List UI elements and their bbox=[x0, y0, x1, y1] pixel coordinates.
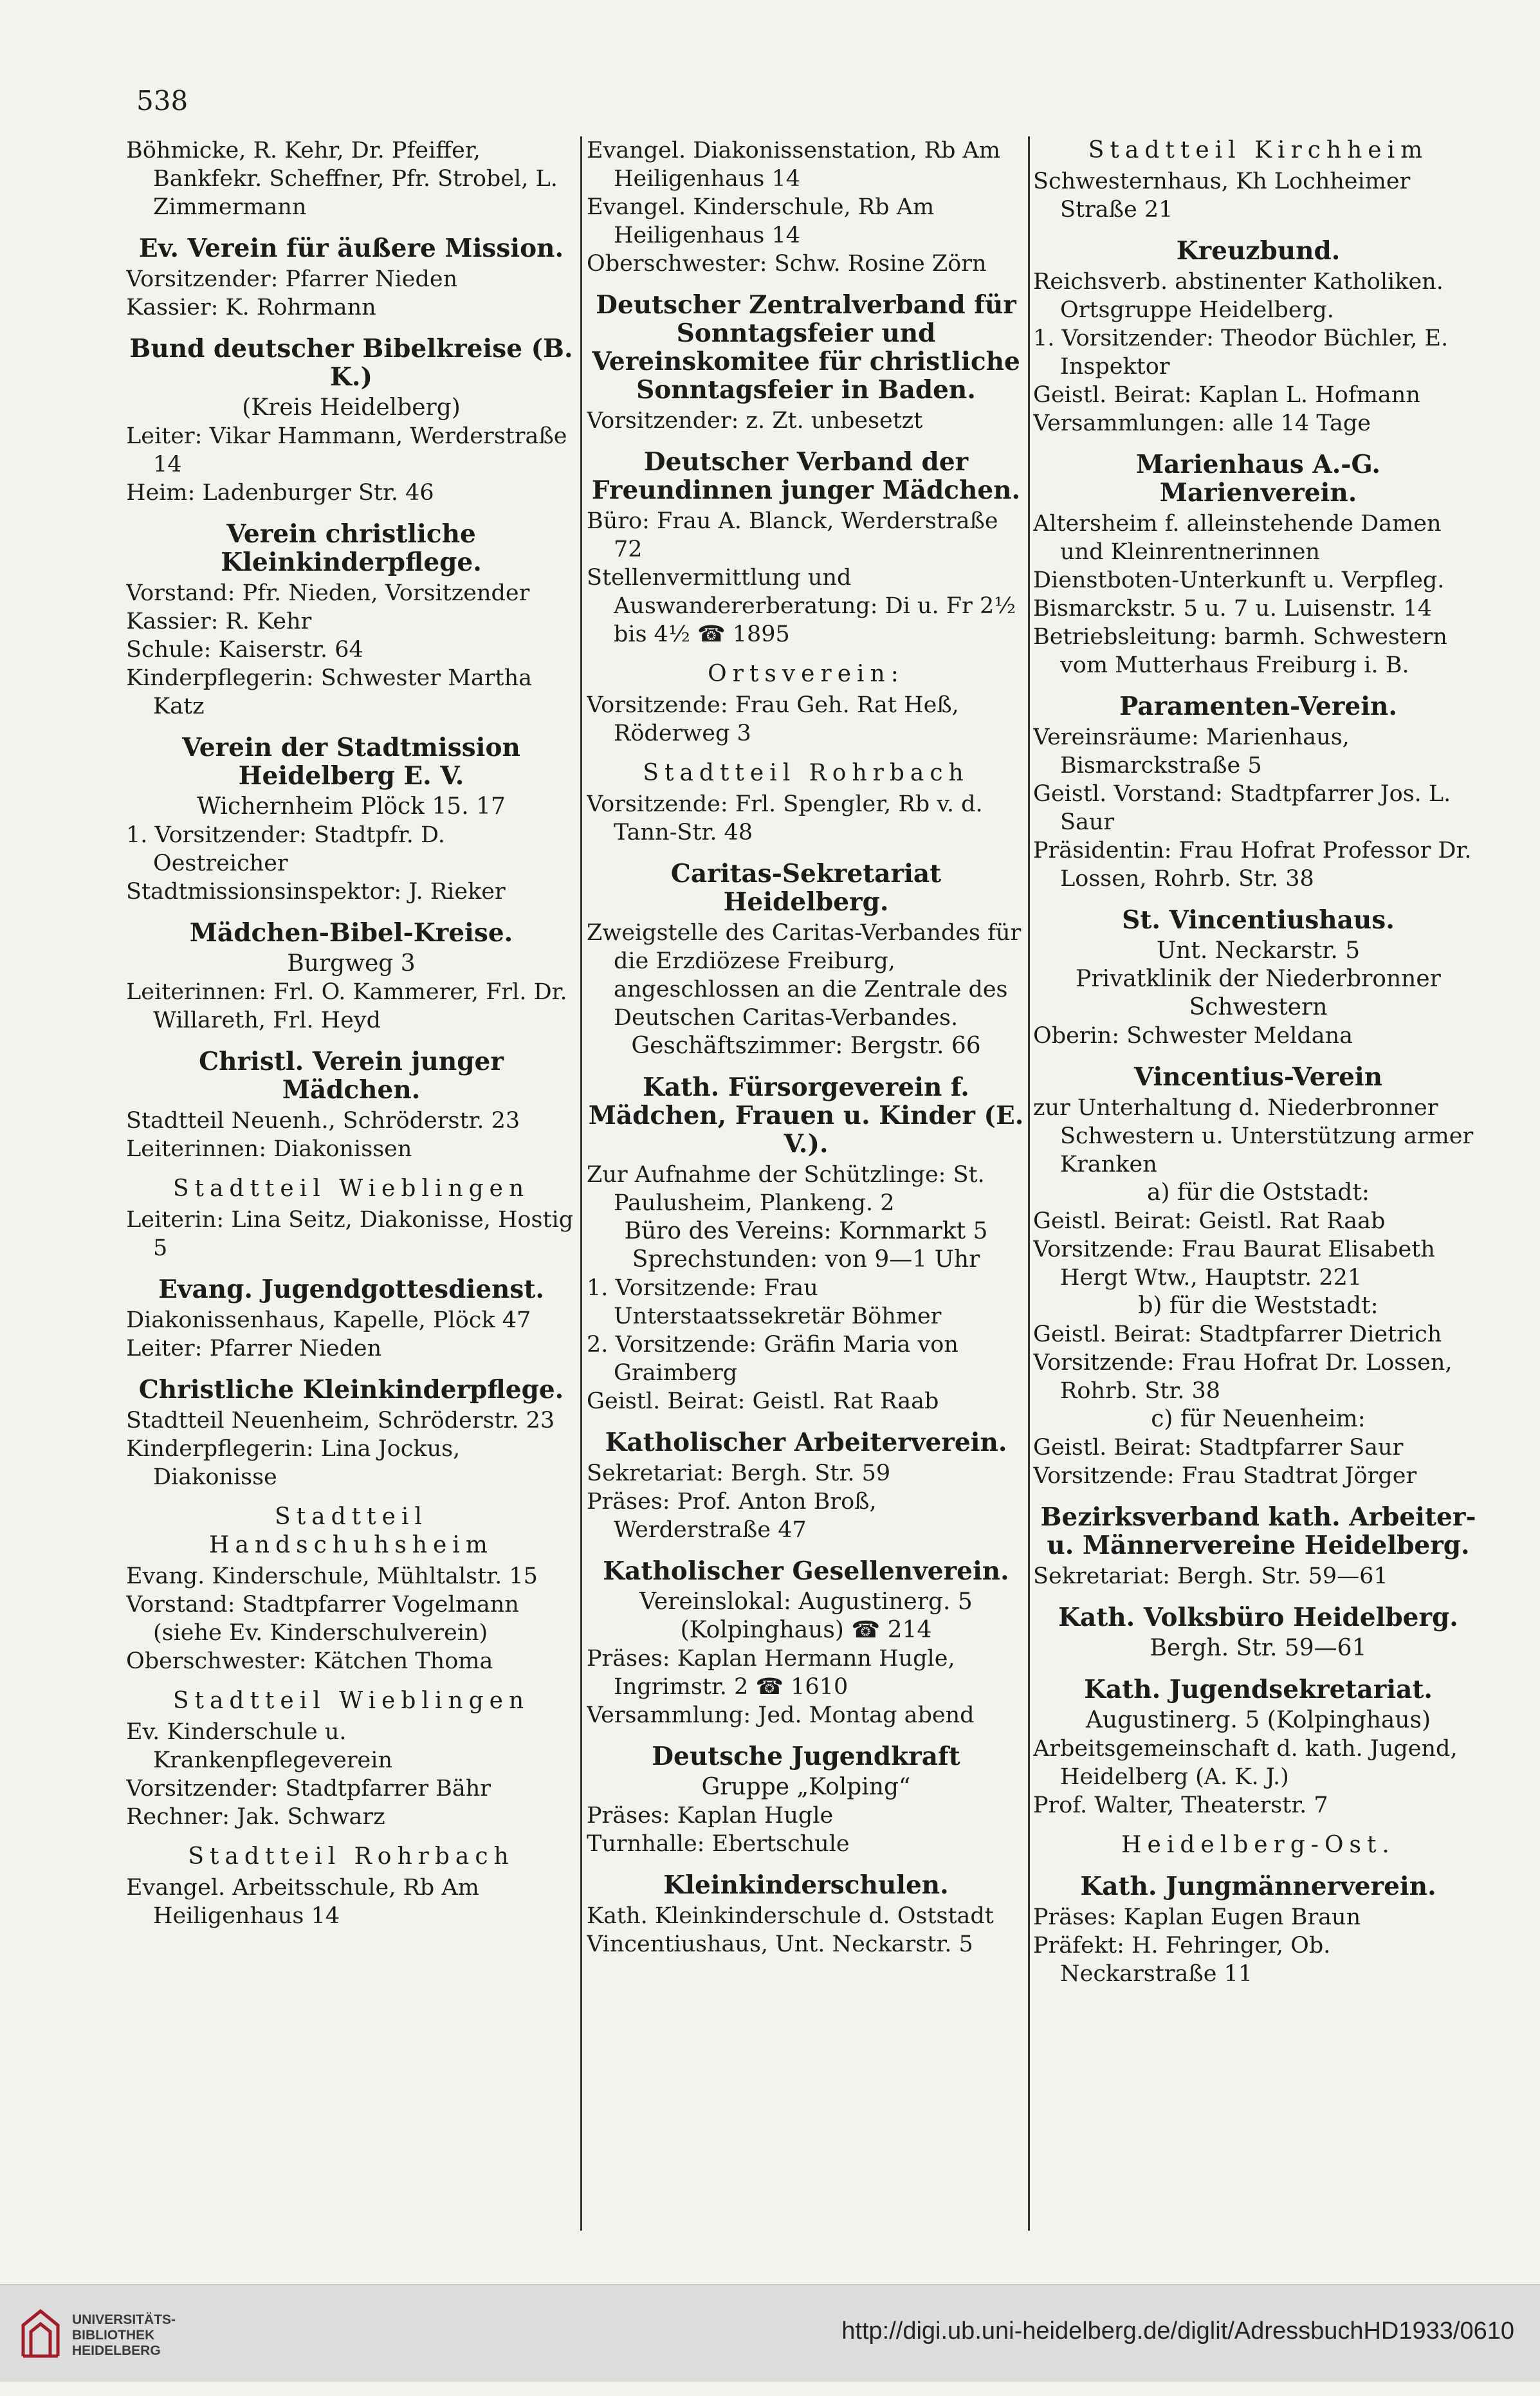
entry-line: Geistl. Beirat: Stadtpfarrer Saur bbox=[1033, 1435, 1404, 1461]
entry-line: Schwesternhaus, Kh Lochheimer Straße 21 bbox=[1033, 169, 1411, 223]
entry-line: Reichsverb. abstinenter Katholiken. Ortsgruppe Heidelberg. bbox=[1033, 269, 1444, 323]
sub-line: Gruppe „Kolping“ bbox=[701, 1774, 911, 1800]
district-heading: Stadtteil Wieblingen bbox=[172, 1688, 530, 1714]
entry-line: Zweigstelle des Caritas-Verbandes für die Erzdiözese Freiburg, angeschlossen an die Zentrale des Deutschen Caritas-Verbandes. bbox=[587, 920, 1022, 1031]
sub-line: Geschäftszimmer: Bergstr. 66 bbox=[631, 1033, 981, 1059]
entry-line: Geistl. Beirat: Geistl. Rat Raab bbox=[1033, 1208, 1386, 1234]
entry-line: Stadtmissionsinspektor: J. Rieker bbox=[126, 879, 506, 905]
entry-line: Diakonissenhaus, Kapelle, Plöck 47 bbox=[126, 1307, 531, 1333]
entry-line: Kassier: R. Kehr bbox=[126, 609, 312, 634]
entry-line: Präses: Kaplan Hugle bbox=[587, 1803, 834, 1829]
sub-line: Wichernheim Plöck 15. 17 bbox=[197, 793, 506, 820]
entry-line: Vorstand: Pfr. Nieden, Vorsitzender bbox=[126, 580, 530, 606]
sub-line: a) für die Oststadt: bbox=[1147, 1179, 1370, 1206]
entry-line: Stellenvermittlung und Auswandererberatung: Di u. Fr 2½ bis 4½ ☎ 1895 bbox=[587, 565, 1016, 647]
sub-line: Büro des Vereins: Kornmarkt 5 bbox=[624, 1218, 988, 1244]
entry-line: Oberschwester: Schw. Rosine Zörn bbox=[587, 251, 987, 277]
section-heading: Kath. Jungmännerverein. bbox=[1080, 1872, 1436, 1901]
sub-line: Vereinslokal: Augustinerg. 5 bbox=[639, 1589, 973, 1615]
entry-line: Evangel. Arbeitsschule, Rb Am Heiligenhaus 14 bbox=[126, 1875, 479, 1929]
section-heading: Kreuzbund. bbox=[1176, 236, 1341, 266]
entry-line: zur Unterhaltung d. Niederbronner Schwestern u. Unterstützung armer Kranken bbox=[1033, 1095, 1474, 1177]
entry-line: Vorsitzende: Frl. Spengler, Rb v. d. Tann-Str. 48 bbox=[587, 791, 983, 845]
entry-line: Evangel. Diakonissenstation, Rb Am Heiligenhaus 14 bbox=[587, 138, 1000, 192]
sub-line: b) für die Weststadt: bbox=[1138, 1293, 1379, 1319]
section-heading: Kleinkinderschulen. bbox=[663, 1870, 949, 1900]
entry-line: Vincentiushaus, Unt. Neckarstr. 5 bbox=[587, 1931, 973, 1957]
entry-line: Kinderpflegerin: Lina Jockus, Diakonisse bbox=[126, 1436, 461, 1490]
source-url-link[interactable]: http://digi.ub.uni-heidelberg.de/diglit/AdressbuchHD1933/0610 bbox=[841, 2318, 1514, 2345]
library-name: UNIVERSITÄTS- BIBLIOTHEK HEIDELBERG bbox=[72, 2312, 176, 2358]
district-heading: Stadtteil Rohrbach bbox=[188, 1843, 515, 1870]
entry-line: Kath. Kleinkinderschule d. Oststadt bbox=[587, 1903, 994, 1929]
entry-line: Präsidentin: Frau Hofrat Professor Dr. Lossen, Rohrb. Str. 38 bbox=[1033, 838, 1472, 892]
sub-line: Bergh. Str. 59—61 bbox=[1150, 1635, 1367, 1661]
entry-line: Vorsitzende: Frau Baurat Elisabeth Hergt Wtw., Hauptstr. 221 bbox=[1033, 1237, 1435, 1291]
section-heading: Christliche Kleinkinderpflege. bbox=[138, 1375, 564, 1405]
section-heading: Christl. Verein junger Mädchen. bbox=[199, 1047, 504, 1105]
section-heading: Katholischer Arbeiterverein. bbox=[605, 1428, 1007, 1457]
entry-line: Vorsitzende: Frau Geh. Rat Heß, Röderweg 3 bbox=[587, 692, 959, 746]
entry-line: Oberin: Schwester Meldana bbox=[1033, 1023, 1353, 1049]
district-heading: Stadtteil Wieblingen bbox=[172, 1175, 530, 1202]
section-heading: Katholischer Gesellenverein. bbox=[603, 1556, 1009, 1586]
entry-line: Bismarckstr. 5 u. 7 u. Luisenstr. 14 bbox=[1033, 596, 1432, 622]
section-heading: Deutscher Verband der Freundinnen junger Mädchen. bbox=[591, 447, 1021, 505]
entry-line: Schule: Kaiserstr. 64 bbox=[126, 637, 363, 663]
footer-bar bbox=[0, 2284, 1540, 2382]
entry-line: Vorsitzende: Frau Stadtrat Jörger bbox=[1033, 1463, 1417, 1489]
section-heading: Vincentius-Verein bbox=[1133, 1062, 1383, 1092]
entry-line: Dienstboten-Unterkunft u. Verpfleg. bbox=[1033, 567, 1445, 593]
section-heading: Kath. Jugendsekretariat. bbox=[1084, 1675, 1433, 1704]
entry-line: Vereinsräume: Marienhaus, Bismarckstraße 5 bbox=[1033, 724, 1350, 779]
section-heading: Deutsche Jugendkraft bbox=[652, 1742, 960, 1771]
sub-line: c) für Neuenheim: bbox=[1151, 1406, 1366, 1432]
section-heading: Deutscher Zentralverband für Sonntagsfeier und Vereinskomitee für christliche Sonntagsfeier in Baden. bbox=[592, 290, 1020, 405]
entry-line: Altersheim f. alleinstehende Damen und Kleinrentnerinnen bbox=[1033, 511, 1442, 565]
entry-line: Vorsitzender: z. Zt. unbesetzt bbox=[587, 408, 923, 434]
section-heading: Paramenten-Verein. bbox=[1119, 692, 1397, 721]
page-number: 538 bbox=[136, 85, 188, 116]
entry-line: Betriebsleitung: barmh. Schwestern vom Mutterhaus Freiburg i. B. bbox=[1033, 624, 1447, 678]
entry-line: Arbeitsgemeinschaft d. kath. Jugend, Heidelberg (A. K. J.) bbox=[1033, 1736, 1458, 1790]
sub-line: Unt. Neckarstr. 5 bbox=[1156, 937, 1361, 964]
section-heading: Mädchen-Bibel-Kreise. bbox=[189, 918, 513, 948]
section-heading: Verein christliche Kleinkinderpflege. bbox=[221, 519, 482, 577]
entry-line: Präfekt: H. Fehringer, Ob. Neckarstraße 11 bbox=[1033, 1933, 1331, 1987]
sub-line: Privatklinik der Niederbronner Schwestern bbox=[1076, 966, 1441, 1020]
entry-line: 1. Vorsitzender: Theodor Büchler, E. Inspektor bbox=[1033, 326, 1449, 380]
entry-line: Turnhalle: Ebertschule bbox=[587, 1831, 850, 1857]
entry-line: Büro: Frau A. Blanck, Werderstraße 72 bbox=[587, 508, 998, 562]
entry-line: Geistl. Beirat: Kaplan L. Hofmann bbox=[1033, 382, 1420, 408]
entry-line: Versammlungen: alle 14 Tage bbox=[1033, 410, 1371, 436]
entry-line: Leiterinnen: Diakonissen bbox=[126, 1136, 412, 1162]
column-right bbox=[1033, 136, 1483, 2240]
entry-line: Evangel. Kinderschule, Rb Am Heiligenhaus 14 bbox=[587, 194, 935, 248]
section-heading: Kath. Fürsorgeverein f. Mädchen, Frauen u. Kinder (E. V.). bbox=[588, 1073, 1024, 1159]
entry-line: Präses: Kaplan Eugen Braun bbox=[1033, 1904, 1361, 1930]
sub-line: Augustinerg. 5 (Kolpinghaus) bbox=[1085, 1707, 1431, 1733]
column-divider bbox=[580, 136, 582, 2231]
entry-line: Versammlung: Jed. Montag abend bbox=[587, 1702, 975, 1728]
entry-line: Geistl. Vorstand: Stadtpfarrer Jos. L. Saur bbox=[1033, 781, 1451, 835]
entry-line: Präses: Kaplan Hermann Hugle, Ingrimstr. 2 ☎ 1610 bbox=[587, 1646, 955, 1700]
section-heading: St. Vincentiushaus. bbox=[1122, 905, 1395, 935]
entry-line: Kassier: K. Rohrmann bbox=[126, 295, 376, 320]
entry-line: Rechner: Jak. Schwarz bbox=[126, 1804, 385, 1830]
entry-line: Sekretariat: Bergh. Str. 59 bbox=[587, 1461, 891, 1486]
column-divider bbox=[1028, 136, 1030, 2231]
entry-line: 1. Vorsitzender: Stadtpfr. D. Oestreicher bbox=[126, 822, 445, 876]
entry-line: Vorsitzender: Pfarrer Nieden bbox=[126, 266, 458, 292]
entry-line: Leiterinnen: Frl. O. Kammerer, Frl. Dr. Willareth, Frl. Heyd bbox=[126, 979, 567, 1033]
section-heading: Bund deutscher Bibelkreise (B. K.) bbox=[129, 334, 573, 392]
entry-line: Geistl. Beirat: Stadtpfarrer Dietrich bbox=[1033, 1322, 1442, 1347]
entry-line: Heim: Ladenburger Str. 46 bbox=[126, 480, 434, 506]
entry-line: Kinderpflegerin: Schwester Martha Katz bbox=[126, 665, 532, 719]
section-heading: Bezirksverband kath. Arbeiter- u. Männervereine Heidelberg. bbox=[1040, 1502, 1476, 1560]
entry-line: Vorsitzender: Stadtpfarrer Bähr bbox=[126, 1776, 491, 1802]
sub-line: (Kreis Heidelberg) bbox=[242, 394, 461, 421]
entry-line: Leiter: Pfarrer Nieden bbox=[126, 1336, 382, 1361]
university-library-logo-icon bbox=[18, 2306, 63, 2361]
section-heading: Ev. Verein für äußere Mission. bbox=[138, 234, 564, 263]
column-left bbox=[126, 136, 576, 2240]
entry-line: Zur Aufnahme der Schützlinge: St. Paulusheim, Plankeng. 2 bbox=[587, 1162, 985, 1216]
entry-line: Ev. Kinderschule u. Krankenpflegeverein bbox=[126, 1719, 392, 1773]
sub-line: Burgweg 3 bbox=[287, 950, 416, 977]
entry-line: Präses: Prof. Anton Broß, Werderstraße 47 bbox=[587, 1489, 877, 1543]
entry-line: Prof. Walter, Theaterstr. 7 bbox=[1033, 1792, 1328, 1818]
section-heading: Marienhaus A.-G. Marienverein. bbox=[1135, 450, 1380, 508]
entry-line: 1. Vorsitzende: Frau Unterstaatssekretär Böhmer bbox=[587, 1275, 942, 1329]
sub-line: Sprechstunden: von 9—1 Uhr bbox=[632, 1246, 980, 1273]
district-heading: Stadtteil Kirchheim bbox=[1088, 137, 1429, 163]
entry-line: Oberschwester: Kätchen Thoma bbox=[126, 1648, 493, 1674]
section-heading: Caritas-Sekretariat Heidelberg. bbox=[670, 859, 942, 917]
entry-line: Leiter: Vikar Hammann, Werderstraße 14 bbox=[126, 423, 567, 477]
entry-line: Böhmicke, R. Kehr, Dr. Pfeiffer, Bankfekr. Scheffner, Pfr. Strobel, L. Zimmermann bbox=[126, 138, 558, 220]
district-heading: Heidelberg-Ost. bbox=[1121, 1832, 1395, 1858]
entry-line: Stadtteil Neuenheim, Schröderstr. 23 bbox=[126, 1408, 555, 1433]
district-heading: Ortsverein: bbox=[708, 661, 904, 687]
section-heading: Kath. Volksbüro Heidelberg. bbox=[1058, 1603, 1458, 1632]
entry-line: Stadtteil Neuenh., Schröderstr. 23 bbox=[126, 1108, 520, 1134]
district-heading: Stadtteil Rohrbach bbox=[643, 760, 969, 786]
section-heading: Evang. Jugendgottesdienst. bbox=[158, 1275, 544, 1304]
sub-line: (Kolpinghaus) ☎ 214 bbox=[680, 1617, 932, 1643]
entry-line: Vorstand: Stadtpfarrer Vogelmann (siehe Ev. Kinderschulverein) bbox=[126, 1592, 519, 1646]
entry-line: Geistl. Beirat: Geistl. Rat Raab bbox=[587, 1388, 939, 1414]
entry-line: Sekretariat: Bergh. Str. 59—61 bbox=[1033, 1563, 1388, 1589]
column-middle bbox=[587, 136, 1025, 2240]
entry-line: Evang. Kinderschule, Mühltalstr. 15 bbox=[126, 1563, 538, 1589]
entry-line: Vorsitzende: Frau Hofrat Dr. Lossen, Rohrb. Str. 38 bbox=[1033, 1350, 1453, 1404]
section-heading: Verein der Stadtmission Heidelberg E. V. bbox=[182, 733, 520, 791]
entry-line: Leiterin: Lina Seitz, Diakonisse, Hostig 5 bbox=[126, 1207, 574, 1261]
district-heading: Stadtteil Handschuhsheim bbox=[209, 1504, 493, 1558]
entry-line: 2. Vorsitzende: Gräfin Maria von Graimberg bbox=[587, 1332, 958, 1386]
